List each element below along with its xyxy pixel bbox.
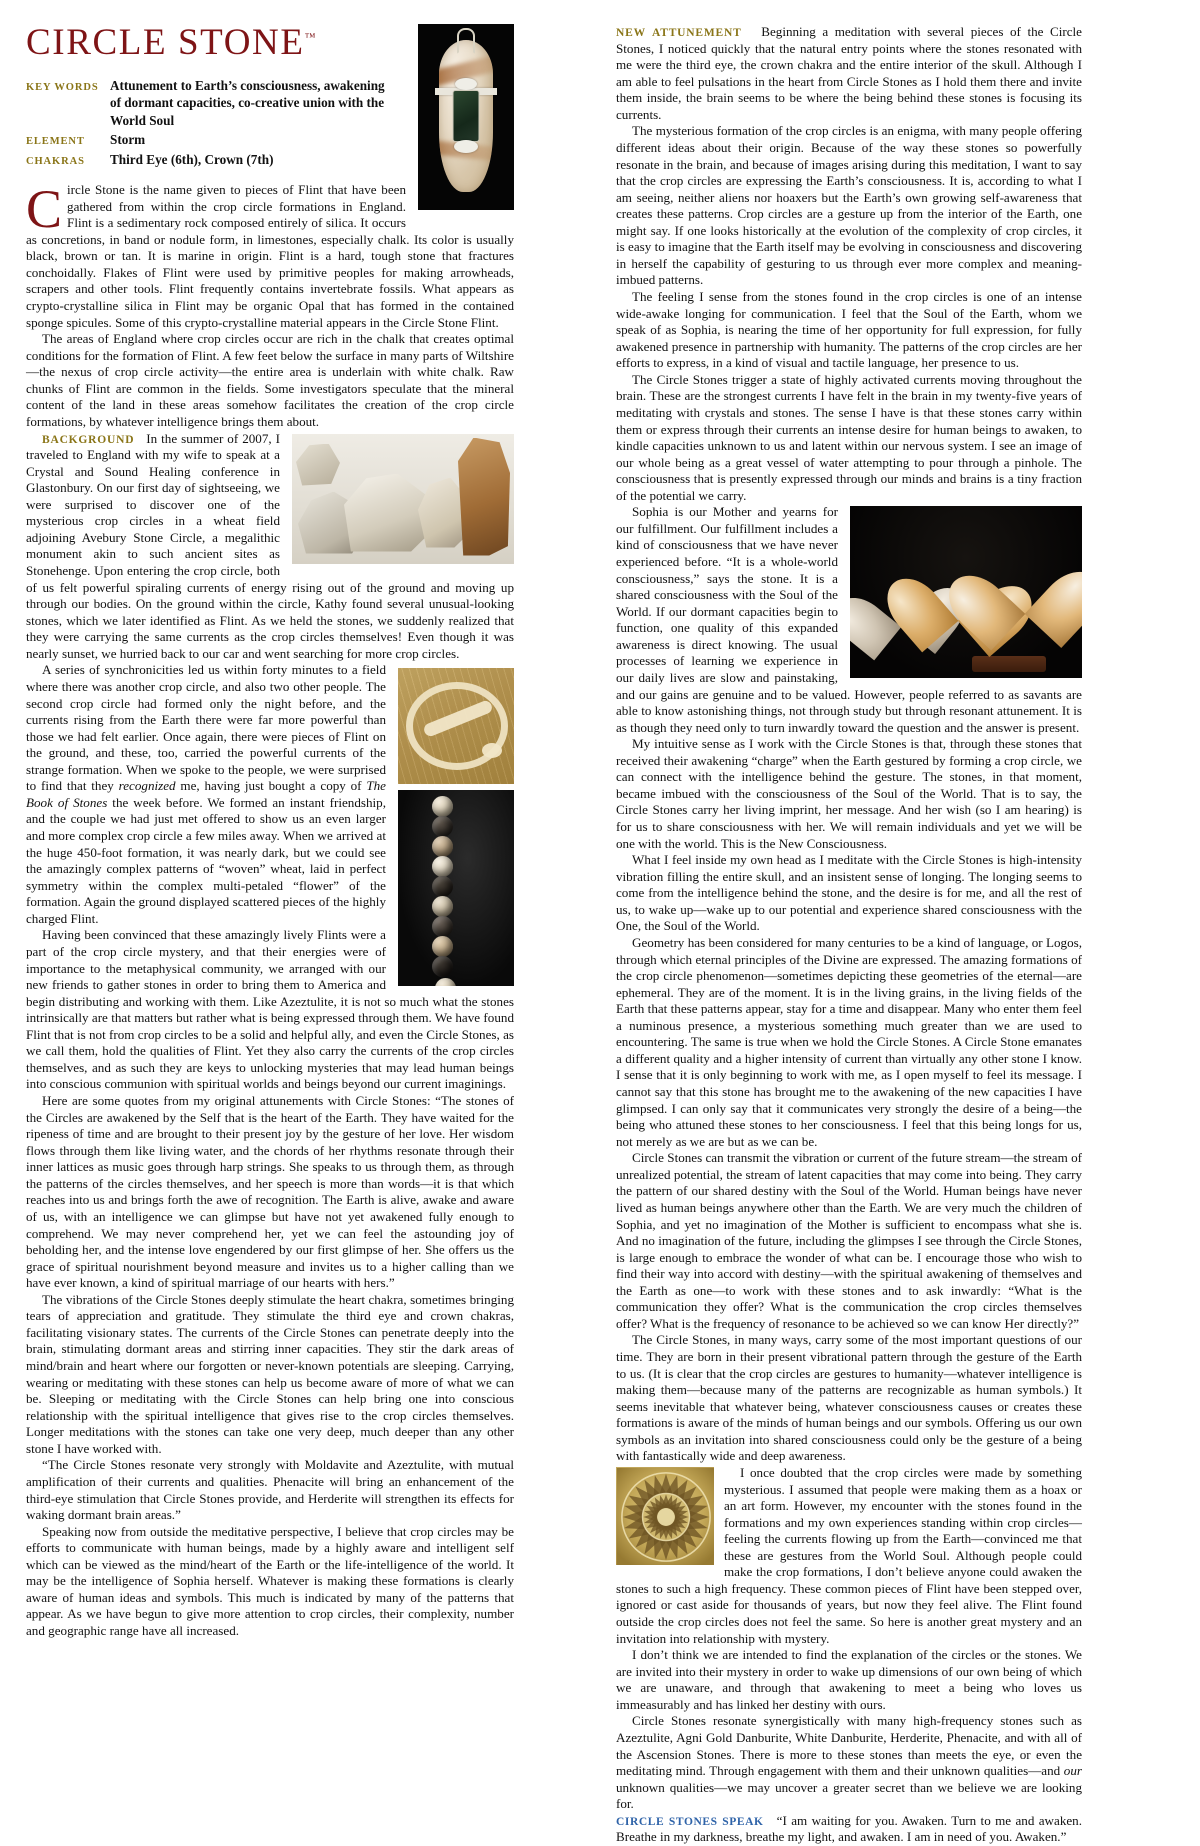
attribute-value-keywords: Attunement to Earth’s consciousness, awakening of dormant capacities, co-creative union with the World Soul	[110, 78, 385, 128]
heart-wooden-stand	[972, 656, 1046, 672]
crop-circle-dot	[482, 743, 502, 758]
stone-attributes	[26, 77, 386, 168]
paragraph-4-a: A series of synchronicities led us within forty minutes to a field where there was another crop circle, and also two other people. The second crop circle had formed only the night before, and the currents rising from the Earth there were far more powerful than those we had felt earlier. Once again, there were pieces of Flint on the ground, and these, too, carried the powerful currents of the strange formation. When we spoke to the people, we were surprised to find that they	[26, 662, 386, 794]
attribute-label-keywords: KEY WORDS	[26, 82, 99, 93]
circle-stones-speak-run-in-heading: CIRCLE STONES SPEAK	[616, 1815, 764, 1828]
pendant-bottom-accent	[454, 140, 478, 153]
right-paragraph-11: I once doubted that the crop circles were made by something mysterious. I assumed that people were making them as a hoax or an art form. However, my encounter with the stones found in the formations and my own experiences standing within crop circles—feeling the currents flowing up from the Earth—convinced me that these are gestures from the World Soul. Although people could make the crop formations, I don’t believe anyone could awaken the stones to such a high frequency. These common pieces of Flint have been stepped over, ignored or cast aside for thousands of years, but now they feel alive. The Flint found outside the crop circles does not feel the same. So here is another great mystery and an invitation into relationship with mystery.	[616, 1464, 1082, 1646]
new-attunement-paragraph	[616, 24, 1082, 123]
paragraph-6-quote: Here are some quotes from my original attunements with Circle Stones: “The stones of the Circles are awakened by the Self that is the heart of the Earth. They have waited for the ripeness of time and are brought to their present joy by the gesture of her love. Her wisdom flows through them like living water, and the chords of her rhythms resonate through their inner lattices as music goes through harp strings. She speaks to us through them, as through the patterns of the circles themselves, and her speech is more than words—it is that which reaches into us and brings forth the awe of recognition. The Earth is alive, awake and aware of us, with an intelligence we can glimpse but have not yet awakened fully enough to comprehend. We may never comprehend her, yet we can feel the astounding joy of beholding her, and the intense love engendered by our first glimpse of her. She offers us the grace of spiritual nourishment beyond measure and invites us to a higher calling than we have ever known, a kind of spiritual marriage of our hearts with hers.”	[26, 1093, 514, 1291]
bead	[435, 978, 456, 987]
right-paragraph-4: The Circle Stones trigger a state of highly activated currents moving throughout the brain. These are the strongest currents I have felt in the brain in my twenty-five years of meditating with crystals and stones. The sense I have is that these stones carry within them or express through their currents an intense desire for human beings to awaken, to kindle capacities unknown to us and latent within our nervous system. I see an image of our whole being as a great vessel of water attempting to pour through a pinhole. The consciousness that is presently expressed through our minds and brains is a tiny fraction of the potential we carry.	[616, 371, 1082, 503]
crop-circle-aerial-photo	[398, 668, 514, 784]
attribute-value-element: Storm	[110, 132, 146, 148]
raw-flint-chunks-photo	[292, 434, 514, 564]
circle-stone-hearts-photo	[850, 506, 1082, 678]
mandala-pattern	[617, 1468, 713, 1564]
bead	[432, 956, 453, 977]
right-paragraph-13-a: Circle Stones resonate synergistically with many high-frequency stones such as Azeztulite, Agni Gold Danburite, White Danburite, Herderite, Phenacite, and with all of the Ascension Stones. There is more to these stones than meets the eye, or even the meditating mind. Through engagement with them and their unknown qualities—and	[616, 1713, 1082, 1779]
pendant-bail	[457, 28, 475, 54]
paragraph-4-c: the week before. We formed an instant friendship, and the couple we had just met offered to show us an even larger and more complex crop circle a few miles away. When we arrived at the huge 450-foot formation, it was nearly dark, but we could see the amazingly complex patterns of “woven” wheat, laid in perfect symmetry within the complex multi-petaled “flower” of the formation. Again the ground displayed scattered pieces of the highly charged Flint.	[26, 794, 387, 926]
paragraph-2: The areas of England where crop circles occur are rich in the chalk that creates optimal conditions for the formation of Flint. A few feet below the surface in many parts of Wiltshire—the nexus of crop circle activity—the entire area is underlain with white chalk. Raw chunks of Flint are common in the fields. Some investigators speculate that the mineral content of the land in these areas somehow facilitates the creation of the crop circle formations, by whatever intelligence brings them about.	[26, 331, 514, 429]
right-paragraph-13	[616, 1713, 1082, 1812]
right-paragraph-9: Circle Stones can transmit the vibration or current of the future stream—the stream of unrealized potential, the stream of latent capacities that may come into being. They carry the pattern of our shared destiny with the Soul of the World. Human beings have never lived as human beings anywhere other than the Earth. We are very much the children of Sophia, and yet no imagination of the Mother is sufficient to encompass what she is. And no imagination of the future, including the glimpses I see through the Circle Stones, is large enough to embrace the wonder of what can be. I encourage those who wish to find their way into accord with destiny—with the spiritual awakening of themselves and the Earth as one—to work with these stones and to ask inwardly: “What is the communication they offer? What is the communication the crop circles themselves offer? What is the frequency of resonance to be achieved so we can know Her directly?”	[616, 1150, 1082, 1331]
attribute-row-element	[26, 131, 386, 148]
circle-stone-pendant-photo	[418, 24, 514, 210]
background-run-in-heading: BACKGROUND	[42, 433, 135, 446]
intro-paragraph-text: ircle Stone is the name given to pieces of Flint that have been gathered from within the crop circle formations in England. Flint is a sedimentary rock composed entirely of silica. It occurs as concretions, in band or nodule form, in limestones, especially chalk. Its color is usually black, brown or tan. It is marine in origin. Flint is a hard, tough stone that fractures conchoidally. Flakes of Flint were used by primitive peoples for making arrowheads, scrapers and other tools. Flint frequently contains invertebrate fossils. What appears as crypto-crystalline silica in Flint may be organic Opal that has formed in the contained sponge spicules. Some of this crypto-crystalline material appears in the Circle Stone Flint.	[26, 182, 514, 330]
bead	[432, 796, 453, 817]
flint-chunk-brown-tall	[458, 438, 510, 556]
circle-stones-speak-paragraph	[616, 1813, 1082, 1846]
right-paragraph-13-b: unknown qualities—we may uncover a greater secret than we believe we are looking for.	[616, 1779, 1082, 1812]
paragraph-9: Speaking now from outside the meditative perspective, I believe that crop circles may be efforts to communicate with human beings, made by a highly aware and intelligent self which can be viewed as the mind/heart of the Earth or the life-intelligence of the world. It may be the intelligence of Sophia herself. Whatever is making these formations is clearly aware of human ideas and symbols. This much is indicated by many of the patterns that appear. As we have begun to give more attention to crop circles, their complexity, number and geographic range have all increased.	[26, 1523, 514, 1639]
attribute-label-chakras: CHAKRAS	[26, 155, 85, 167]
bead	[432, 876, 453, 897]
paragraph-7: The vibrations of the Circle Stones deeply stimulate the heart chakra, sometimes bringing tears of appreciation and gratitude. They stimulate the third eye and crown chakras, facilitating visionary states. The currents of the Circle Stones can penetrate deeply into the brain, stimulating dormant areas and stirring inner capacities. They stir the dark areas of mind/brain and heart where our forgotten or never-known potentials are sleeping. Carrying, wearing or meditating with these stones can help us become aware of more of what we can be. Sleeping or meditating with the Circle Stones can help bring one into conscious relationship with the spiritual intelligence that gives rise to the crop circles themselves. Longer meditations with the stones can take one very deep, much deeper than any other stone I have worked with.	[26, 1291, 514, 1456]
new-attunement-text: Beginning a meditation with several pieces of the Circle Stones, I noticed quickly that the natural entry points where the stones resonated with me were the third eye, the crown chakra and the entire interior of the skull. Although I am able to feel pulsations in the heart from Circle Stones as I hold them there and invite them inside, the brain seems to be where the being behind these stones is focusing its currents.	[616, 24, 1082, 122]
circle-stone-bead-bracelet-photo	[398, 790, 514, 986]
trademark-symbol: ™	[304, 31, 316, 44]
pendant-top-accent	[455, 78, 477, 90]
page-title-text: CIRCLE STONE	[26, 22, 305, 63]
paragraph-4-italic-recognized: recognized	[118, 778, 176, 794]
bead	[432, 856, 453, 877]
paragraph-4-italic-book-title: The Book of Stones	[26, 778, 386, 810]
paragraph-5: Having been convinced that these amazingly lively Flints were a part of the crop circle mystery, and that their energies were of importance to the metaphysical community, we arranged with our new friends to gather stones in order to bring them to America and begin distributing and working with them. Like Azeztulite, it is not so much what the stones intrinsically are that matters but rather what is being expressed through them. We have found Flint that is not from crop circles to be a solid and helpful ally, and even the Circle Stones, as we call them, hold the qualities of Flint. Yet they also carry the currents of the crop circles themselves, and as such they are keys to unlocking mysteries that may lead human beings into conscious communion with spiritual worlds and beings beyond our current imaginings.	[26, 927, 514, 1092]
right-paragraph-7: What I feel inside my own head as I meditate with the Circle Stones is high-intensity vibration filling the entire skull, and an insistent sense of longing. The longing seems to come from the intelligence behind the stone, and the desire is for me, and all the rest of us, to wake up—wake up to our potential and experience shared consciousness with the One, the Soul of the World.	[616, 852, 1082, 934]
right-paragraph-6: My intuitive sense as I work with the Circle Stones is that, through these stones that received their awakening “charge” when the Earth gestured by forming a crop circle, we can connect with the intelligence behind the gesture. The stones, in that moment, became imbued with the consciousness of the Soul of the World. That is to say, the Circle Stones carry her living imprint, her message. And her wish (so I am hearing) is for us to share consciousness with her. We will remain individuals and yet we will be one with the world. This is the New Consciousness.	[616, 736, 1082, 851]
bead	[432, 896, 453, 917]
attribute-label-element: ELEMENT	[26, 136, 85, 148]
attribute-row-chakras	[26, 151, 386, 168]
bead	[432, 916, 453, 937]
right-paragraph-2: The mysterious formation of the crop circles is an enigma, with many people offering different ideas about their origin. Because of the way these stones so powerfully resonate in the brain, and because of images arising during this meditation, I want to say that the crop circles are expressing the Earth’s consciousness. It is, according to what I am seeing, neither aliens nor hoaxers but the Earth’s own growing self-awareness that creates these patterns. Crop circles are a gesture up from the interior of the Earth, one might say. If one looks historically at the evolution of the complexity of crop circles, it is easy to imagine that the Earth itself may be evolving in consciousness and discovering in herself the capability of gesturing to us through ever more complex and meaning-imbued patterns.	[616, 123, 1082, 288]
pendant-green-gem	[453, 90, 480, 142]
right-paragraph-12: I don’t think we are intended to find the explanation of the circles or the stones. We are invited into their mystery in order to wake up dimensions of our own being of which we are unaware, and through that awakening to meet a being who loves us immeasurably and has linked her destiny with ours.	[616, 1647, 1082, 1712]
right-paragraph-10: The Circle Stones, in many ways, carry some of the most important questions of our time. They are born in their present vibrational pattern through the gesture of the Earth to us. (It is clear that the crop circles are gestures to humanity—whatever intelligence is making them—because many of the patterns are recognizable as human symbols.) It seems inevitable that whatever being, whatever consciousness causes or creates these formations is aware of the minds of human beings and our symbols. Offering us our own symbols as an invitation into shared consciousness could only be the gesture of a being with fantastically wide and deep awareness.	[616, 1332, 1082, 1464]
bead	[432, 816, 453, 837]
new-attunement-run-in-heading: NEW ATTUNEMENT	[616, 27, 742, 39]
right-paragraph-13-italic-our: our	[1063, 1763, 1082, 1779]
circle-stones-speak-text: “I am waiting for you. Awaken. Turn to me and awaken. Breathe in my darkness, breathe my light, and awaken. I am in need of you. Awaken.”	[616, 1812, 1082, 1845]
right-paragraph-8: Geometry has been considered for many centuries to be a kind of language, or Logos, through which eternal principles of the Divine are expressed. The amazing formations of the crop circle phenomenon—sometimes depicting these geometries of the eternal—are ephemeral. They are of the moment. It is in the living grains, in the living fields of the Earth that these patterns appear, stay for a time and disappear. Many who enter them feel a numinous presence, a mysterious something much greater than we are used to encountering. The same is true when we hold the Circle Stones. A Circle Stone emanates a different quality and a higher intensity of current than virtually any other stone I know. I sense that it is only beginning to work with me, as I open myself to feel its message. I cannot say that this stone has brought me to the awakening of the new capacities I have glimpsed. I can only say that it communicates very strongly the desire of a being—the being who attuned these stones to her consciousness. I feel that this being longs for us, not merely as we are but as we can be.	[616, 934, 1082, 1149]
left-column	[26, 24, 514, 1640]
heart-stone	[972, 539, 1075, 634]
bead	[432, 836, 453, 857]
paragraph-4-b: me, having just bought a copy of	[175, 778, 367, 794]
background-paragraph-text: In the summer of 2007, I traveled to England with my wife to speak at a Crystal and Sound Healing conference in Glastonbury. On our first day of sightseeing, we were surprised to discover one of the mysterious crop circles in a wheat field adjoining Avebury Stone Circle, a megalithic monument akin to such ancient sites as Stonehenge. Upon entering the crop circle, both of us felt powerful spiraling currents of energy rising out of the ground and moving up through our bodies. On the ground within the circle, Kathy found several unusual-looking stones, which we later identified as Flint. As we held the stones, we suddenly realized that they were carrying the same currents as the crop circles themselves! Even though it was nearly sunset, we hurried back to our car and went searching for more crop circles.	[26, 430, 514, 661]
bead	[432, 936, 453, 957]
right-paragraph-5: Sophia is our Mother and yearns for our fulfillment. Our fulfillment includes a kind of consciousness that we have never experienced before. “It is a whole-world consciousness,” says the stone. It is a shared consciousness with the Soul of the World. If our dormant capacities begin to function, one quality of this expanded awareness is direct knowing. The usual processes of learning we experience in our daily lives are slow and painstaking, and our gains are genuine and to be valued. However, people referred to as savants are able to know astonishing things, not through study but through resonant attunement. It is as though they need only to turn inwardly toward the question and the answer is present.	[616, 504, 1082, 735]
crop-circle-mandala-photo	[616, 1467, 714, 1565]
attribute-value-chakras: Third Eye (6th), Crown (7th)	[110, 151, 274, 167]
right-column	[616, 24, 1082, 1846]
paragraph-8-quote: “The Circle Stones resonate very strongly with Moldavite and Azeztulite, with mutual amplification of their currents and qualities. Phenacite will bring an enhancement of the third-eye stimulation that Circle Stones provide, and Herderite will strengthen its effects for waking dormant brain areas.”	[26, 1457, 514, 1523]
right-paragraph-3: The feeling I sense from the stones found in the crop circles is one of an intense wide-awake longing for communication. I feel that the Soul of the Earth, whom we speak of as Sophia, is nearing the time of her opportunity for full expression, for fully awakened presence in partnership with humanity. The patterns of the crop circles are her efforts to express, in a kind of visual and tactile language, her presence to us.	[616, 289, 1082, 371]
attribute-row-keywords	[26, 77, 386, 129]
drop-cap: C	[26, 179, 63, 240]
